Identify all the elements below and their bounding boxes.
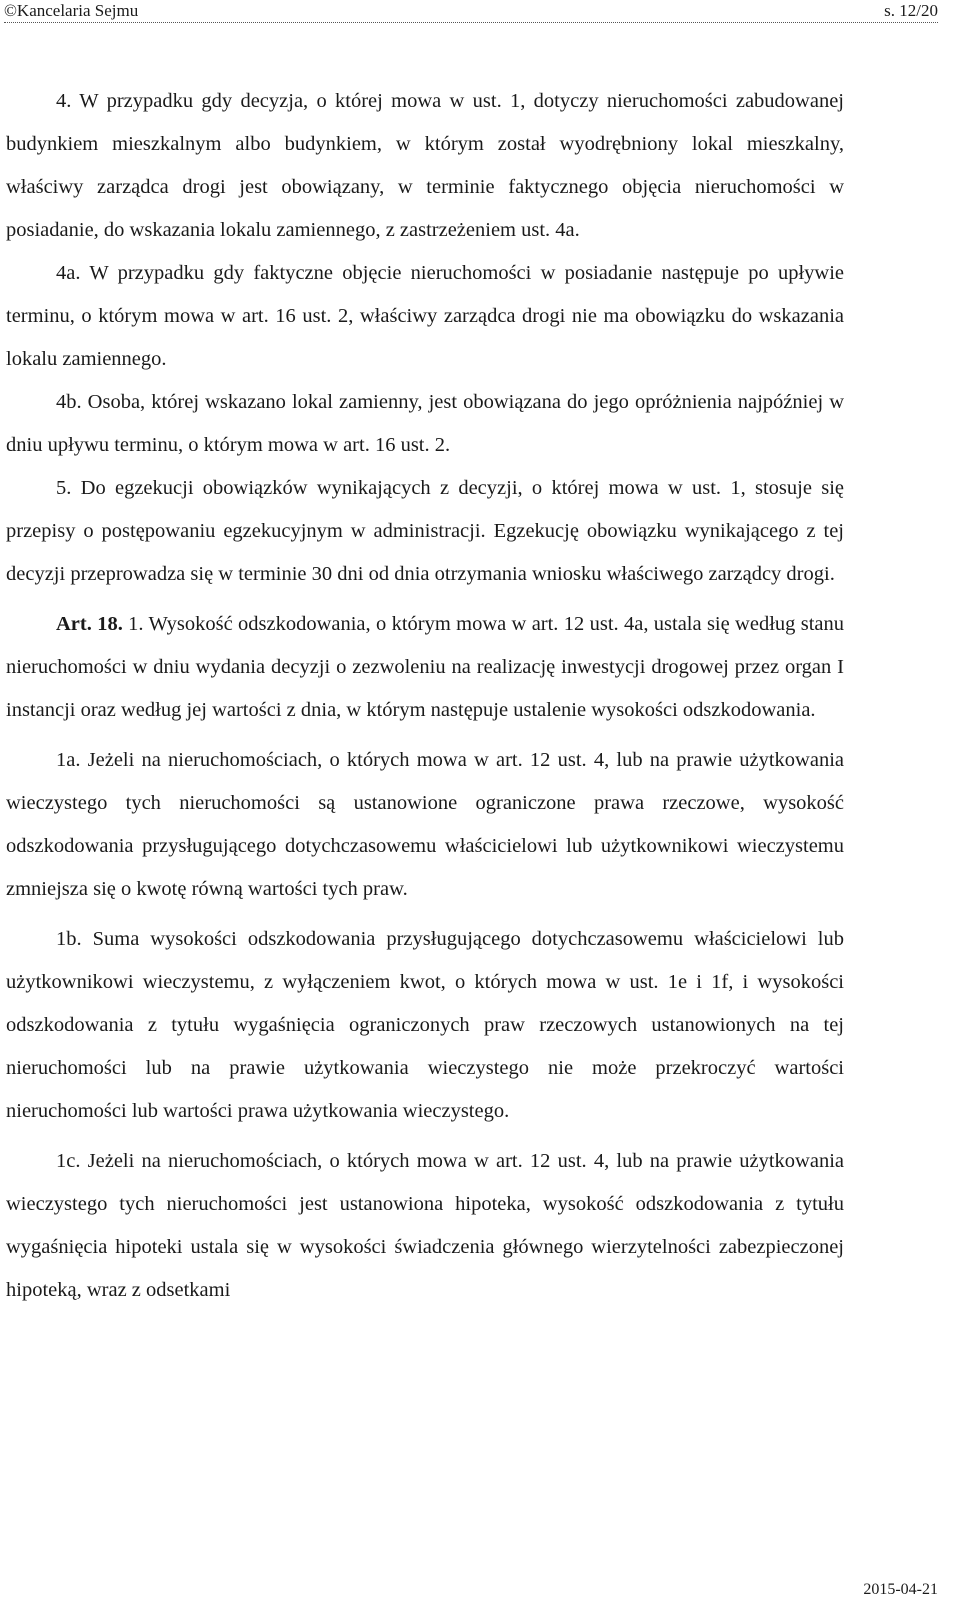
page-footer-date: 2015-04-21 xyxy=(863,1581,938,1598)
paragraph-4a: 4a. W przypadku gdy faktyczne objęcie nieruchomości w posiadanie następuje po upływie terminu, o którym mowa w art. 16 ust. 2, właściwy zarządca drogi nie ma obowiązku do wskazania lokalu zamiennego. xyxy=(6,262,844,370)
paragraph-4: 4. W przypadku gdy decyzja, o której mowa w ust. 1, dotyczy nieruchomości zabudowanej budynkiem mieszkalnym albo budynkiem, w którym został wyodrębniony lokal mieszkalny, właściwy zarządca drogi jest obowiązany, w terminie faktycznego objęcia nieruchomości w posiadanie, do wskazania lokalu zamiennego, z zastrzeżeniem ust. 4a. xyxy=(6,90,844,241)
paragraph-1a: 1a. Jeżeli na nieruchomościach, o których mowa w art. 12 ust. 4, lub na prawie użytkowania wieczystego tych nieruchomości są ustanowione ograniczone prawa rzeczowe, wysokość odszkodowania przysługującego dotychczasowemu właścicielowi lub użytkownikowi wieczystemu zmniejsza się o kwotę równą wartości tych praw. xyxy=(6,749,844,900)
article-18-paragraph-1 xyxy=(6,603,844,732)
paragraph-4b: 4b. Osoba, której wskazano lokal zamienny, jest obowiązana do jego opróżnienia najpóźniej w dniu upływu terminu, o którym mowa w art. 16 ust. 2. xyxy=(6,391,844,456)
article-18-text: 1. Wysokość odszkodowania, o którym mowa w art. 12 ust. 4a, ustala się według stanu nieruchomości w dniu wydania decyzji o zezwoleniu na realizację inwestycji drogowej przez organ I instancji oraz według jej wartości z dnia, w którym następuje ustalenie wysokości odszkodowania. xyxy=(6,613,844,721)
paragraph-5: 5. Do egzekucji obowiązków wynikających z decyzji, o której mowa w ust. 1, stosuje się przepisy o postępowaniu egzekucyjnym w administracji. Egzekucję obowiązku wynikającego z tej decyzji przeprowadza się w terminie 30 dni od dnia otrzymania wniosku właściwego zarządcy drogi. xyxy=(6,477,844,585)
document-body xyxy=(6,80,844,1312)
article-18-heading: Art. 18. xyxy=(56,613,123,635)
paragraph-1b: 1b. Suma wysokości odszkodowania przysługującego dotychczasowemu właścicielowi lub użytkownikowi wieczystemu, z wyłączeniem kwot, o których mowa w ust. 1e i 1f, i wysokości odszkodowania z tytułu wygaśnięcia ograniczonych praw rzeczowych ustanowionych na tej nieruchomości lub na prawie użytkowania wieczystego nie może przekroczyć wartości nieruchomości lub wartości prawa użytkowania wieczystego. xyxy=(6,928,844,1122)
paragraph-1c: 1c. Jeżeli na nieruchomościach, o których mowa w art. 12 ust. 4, lub na prawie użytkowania wieczystego tych nieruchomości jest ustanowiona hipoteka, wysokość odszkodowania z tytułu wygaśnięcia hipoteki ustala się w wysokości świadczenia głównego wierzytelności zabezpieczonej hipoteką, wraz z odsetkami xyxy=(6,1150,844,1301)
header-divider xyxy=(4,22,938,23)
page-header xyxy=(0,0,960,24)
publisher-label: ©Kancelaria Sejmu xyxy=(4,1,139,20)
page-number: s. 12/20 xyxy=(884,1,938,20)
